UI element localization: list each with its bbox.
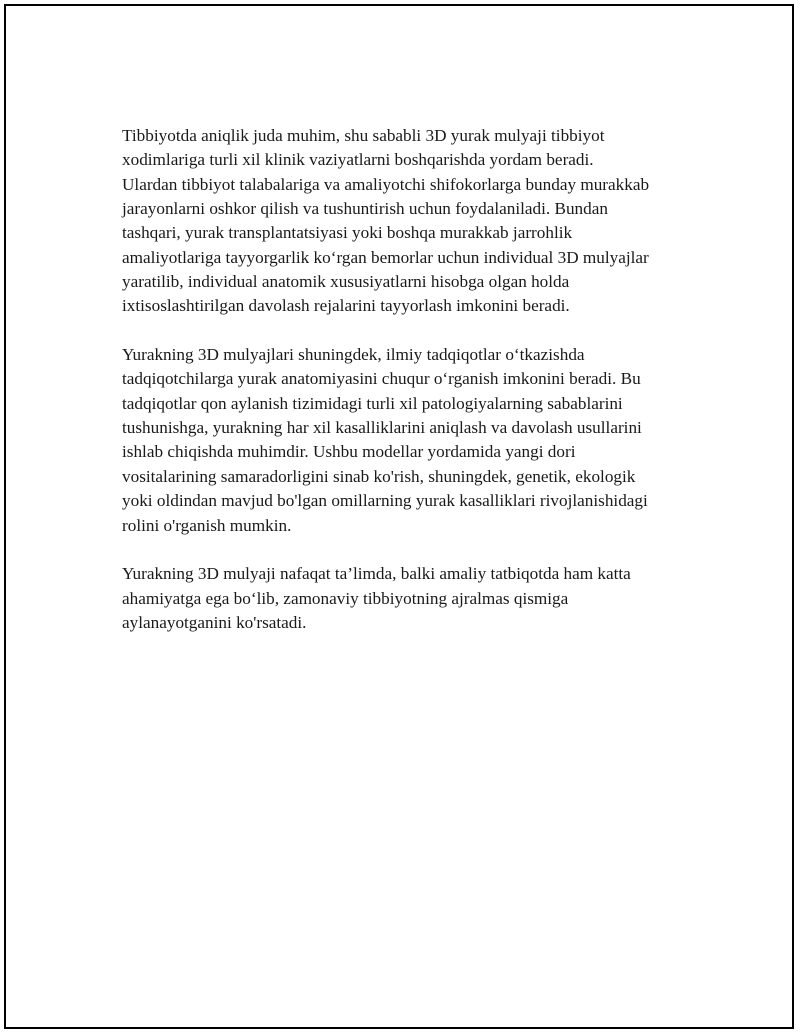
text-line: rolini o'rganish mumkin.: [122, 515, 292, 535]
text-line: yoki oldindan mavjud bo'lgan omillarning yurak kasalliklari rivojlanishidagi: [122, 491, 648, 511]
paragraph-1: [122, 124, 696, 319]
text-line: Ulardan tibbiyot talabalariga va amaliyotchi shifokorlarga bunday murakkab: [122, 174, 650, 194]
text-line: ishlab chiqishda muhimdir. Ushbu modellar yordamida yangi dori: [122, 442, 576, 462]
text-line: yaratilib, individual anatomik xususiyatlarni hisobga olgan holda: [122, 272, 570, 292]
text-line: tashqari, yurak transplantatsiyasi yoki boshqa murakkab jarrohlik: [122, 223, 573, 243]
text-line: tadqiqotchilarga yurak anatomiyasini chuqur o‘rganish imkonini beradi. Bu: [122, 369, 641, 389]
text-line: Yurakning 3D mulyajlari shuningdek, ilmiy tadqiqotlar o‘tkazishda: [122, 345, 585, 365]
text-line: vositalarining samaradorligini sinab ko'rish, shuningdek, genetik, ekologik: [122, 466, 636, 486]
text-line: amaliyotlariga tayyorgarlik ko‘rgan bemorlar uchun individual 3D mulyajlar: [122, 247, 649, 267]
paragraph-3: [122, 562, 696, 635]
text-line: tushunishga, yurakning har xil kasalliklarini aniqlash va davolash usullarini: [122, 418, 642, 438]
document-page: [4, 4, 794, 1029]
paragraph-2: [122, 343, 696, 538]
text-line: jarayonlarni oshkor qilish va tushuntirish uchun foydalaniladi. Bundan: [122, 199, 608, 219]
text-line: aylanayotganini ko'rsatadi.: [122, 612, 307, 632]
text-line: Yurakning 3D mulyaji nafaqat ta’limda, balki amaliy tatbiqotda ham katta: [122, 564, 631, 584]
text-line: ixtisoslashtirilgan davolash rejalarini tayyorlash imkonini beradi.: [122, 296, 570, 316]
text-line: ahamiyatga ega bo‘lib, zamonaviy tibbiyotning ajralmas qismiga: [122, 588, 569, 608]
text-line: Tibbiyotda aniqlik juda muhim, shu sababli 3D yurak mulyaji tibbiyot: [122, 126, 605, 145]
text-line: xodimlariga turli xil klinik vaziyatlarni boshqarishda yordam beradi.: [122, 150, 594, 170]
text-line: tadqiqotlar qon aylanish tizimidagi turli xil patologiyalarning sabablarini: [122, 393, 623, 413]
document-body: [122, 124, 696, 660]
